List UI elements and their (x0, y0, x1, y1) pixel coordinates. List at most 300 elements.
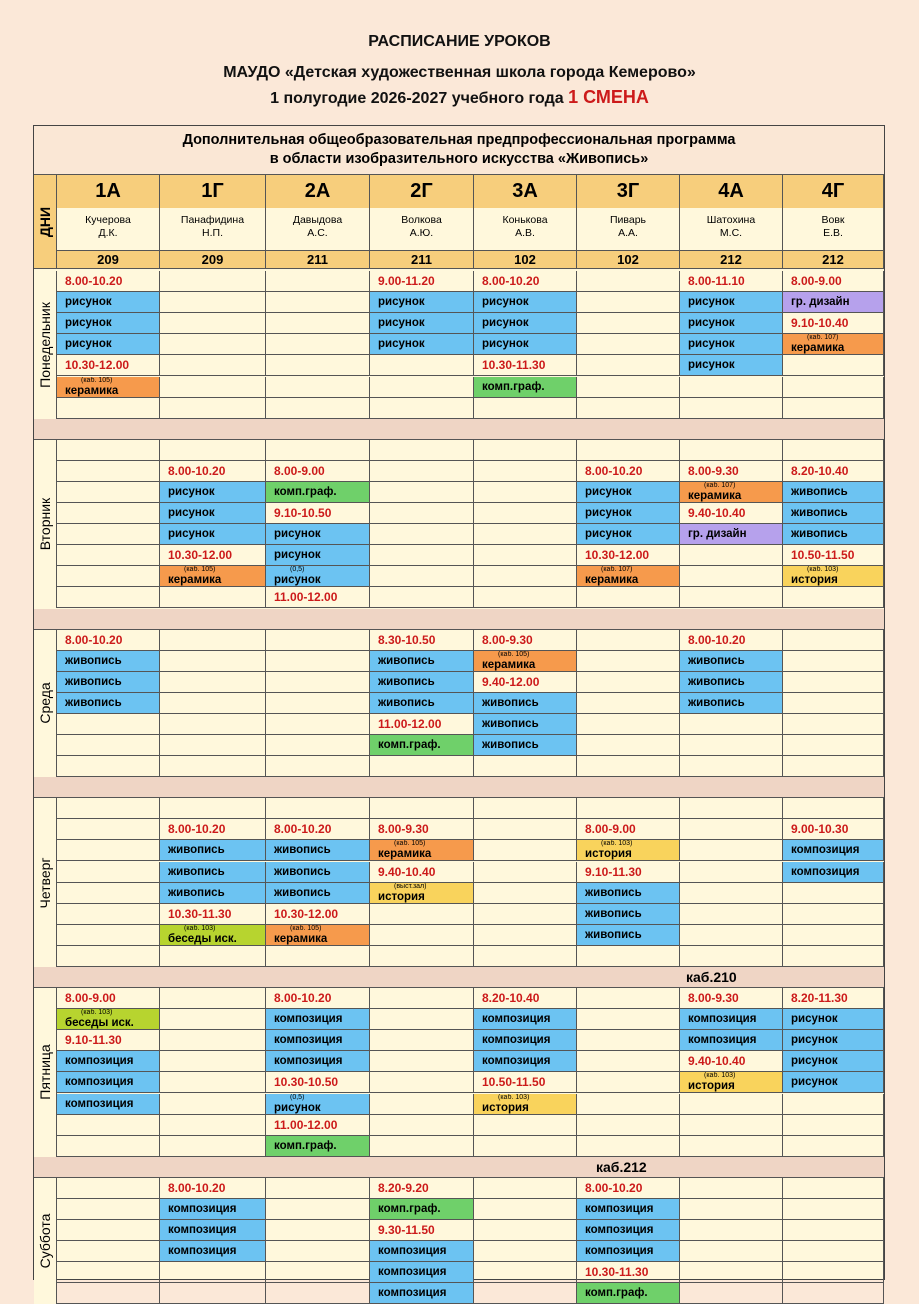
lesson-slot[interactable] (266, 313, 370, 334)
lesson-subject[interactable]: живопись (57, 651, 160, 672)
lesson-subject[interactable]: рисунок (680, 292, 783, 313)
lesson-time[interactable]: 8.20-11.30 (783, 988, 884, 1009)
lesson-subject[interactable]: комп.граф. (370, 1199, 474, 1220)
separator-room-note[interactable]: каб.210 (686, 969, 737, 985)
lesson-time[interactable]: 10.50-11.50 (474, 1072, 577, 1093)
lesson-time[interactable]: 8.30-10.50 (370, 630, 474, 651)
lesson-time[interactable]: 8.00-10.20 (160, 819, 266, 840)
lesson-subject[interactable]: живопись (57, 672, 160, 693)
lesson-subject[interactable]: рисунок (577, 503, 680, 524)
lesson-slot[interactable] (577, 798, 680, 819)
lesson-subject[interactable]: композиция (57, 1051, 160, 1072)
lesson-time[interactable]: 10.30-12.00 (160, 545, 266, 566)
lesson-slot[interactable] (370, 1094, 474, 1115)
lesson-slot[interactable] (783, 1094, 884, 1115)
lesson-slot[interactable] (160, 1072, 266, 1093)
teacher-name[interactable] (783, 208, 884, 250)
lesson-time[interactable]: 8.00-10.20 (266, 819, 370, 840)
day-separator[interactable] (34, 1157, 884, 1178)
lesson-slot[interactable] (370, 1030, 474, 1051)
lesson-subject[interactable]: живопись (266, 883, 370, 904)
lesson-slot[interactable] (370, 1051, 474, 1072)
lesson-slot[interactable] (57, 1241, 160, 1262)
lesson-slot[interactable] (57, 482, 160, 503)
lesson-slot[interactable] (783, 756, 884, 777)
lesson-time[interactable]: 9.00-10.30 (783, 819, 884, 840)
lesson-subject[interactable]: композиция (474, 1009, 577, 1030)
class-name[interactable]: 1А (57, 175, 160, 208)
lesson-slot[interactable] (680, 819, 783, 840)
lesson-slot[interactable] (266, 1262, 370, 1283)
lesson-time[interactable]: 8.00-11.10 (680, 271, 783, 292)
lesson-slot[interactable] (57, 946, 160, 967)
lesson-slot[interactable] (160, 292, 266, 313)
lesson-subject[interactable] (160, 566, 266, 587)
lesson-slot[interactable] (474, 1136, 577, 1157)
class-name[interactable]: 3Г (577, 175, 680, 208)
lesson-slot[interactable] (577, 587, 680, 608)
lesson-slot[interactable] (680, 925, 783, 946)
lesson-time[interactable]: 8.00-10.20 (57, 630, 160, 651)
lesson-subject[interactable]: композиция (370, 1262, 474, 1283)
lesson-slot[interactable] (577, 313, 680, 334)
room-note[interactable]: (каб. 105) (498, 650, 530, 658)
class-name[interactable]: 3А (474, 175, 577, 208)
subject-name[interactable]: история (585, 848, 632, 861)
lesson-subject[interactable]: живопись (783, 482, 884, 503)
lesson-slot[interactable] (680, 398, 783, 419)
lesson-subject[interactable]: композиция (57, 1094, 160, 1115)
lesson-slot[interactable] (577, 377, 680, 398)
lesson-subject[interactable] (57, 377, 160, 398)
lesson-subject[interactable] (474, 651, 577, 672)
lesson-subject[interactable]: живопись (783, 503, 884, 524)
teacher-initials[interactable]: М.С. (719, 227, 743, 239)
lesson-slot[interactable] (783, 735, 884, 756)
subject-name[interactable]: рисунок (274, 1101, 321, 1114)
lesson-time[interactable]: 11.00-12.00 (266, 1115, 370, 1136)
lesson-slot[interactable] (577, 1009, 680, 1030)
lesson-time[interactable]: 8.00-9.00 (783, 271, 884, 292)
lesson-slot[interactable] (783, 672, 884, 693)
lesson-slot[interactable] (160, 587, 266, 608)
lesson-subject[interactable]: рисунок (266, 545, 370, 566)
teacher-surname[interactable]: Кучерова (85, 214, 131, 226)
lesson-slot[interactable] (266, 292, 370, 313)
lesson-slot[interactable] (370, 1072, 474, 1093)
lesson-subject[interactable]: композиция (370, 1241, 474, 1262)
day-label[interactable] (34, 988, 57, 1157)
lesson-time[interactable]: 8.00-10.20 (474, 271, 577, 292)
lesson-time[interactable]: 9.10-10.50 (266, 503, 370, 524)
lesson-slot[interactable] (474, 1283, 577, 1304)
lesson-slot[interactable] (680, 756, 783, 777)
lesson-subject[interactable]: живопись (577, 925, 680, 946)
lesson-slot[interactable] (577, 630, 680, 651)
lesson-slot[interactable] (474, 1199, 577, 1220)
lesson-time[interactable]: 10.30-11.30 (577, 1262, 680, 1283)
lesson-slot[interactable] (57, 545, 160, 566)
lesson-slot[interactable] (57, 1220, 160, 1241)
lesson-slot[interactable] (370, 1136, 474, 1157)
lesson-slot[interactable] (370, 925, 474, 946)
lesson-slot[interactable] (783, 904, 884, 925)
subject-name[interactable]: керамика (791, 342, 845, 355)
room-note[interactable]: (0,5) (290, 566, 305, 574)
lesson-slot[interactable] (474, 398, 577, 419)
lesson-subject[interactable]: живопись (783, 524, 884, 545)
teacher-initials[interactable]: А.В. (515, 227, 535, 239)
lesson-time[interactable]: 10.30-12.00 (57, 355, 160, 376)
lesson-slot[interactable] (680, 735, 783, 756)
lesson-slot[interactable] (474, 461, 577, 482)
lesson-subject[interactable]: рисунок (160, 503, 266, 524)
lesson-time[interactable]: 9.40-10.40 (370, 862, 474, 883)
lesson-slot[interactable] (266, 398, 370, 419)
lesson-subject[interactable] (266, 566, 370, 587)
teacher-name[interactable] (680, 208, 783, 250)
lesson-slot[interactable] (783, 630, 884, 651)
lesson-slot[interactable] (160, 714, 266, 735)
lesson-slot[interactable] (266, 672, 370, 693)
day-separator[interactable] (34, 419, 884, 440)
lesson-slot[interactable] (266, 756, 370, 777)
lesson-slot[interactable] (474, 587, 577, 608)
lesson-slot[interactable] (783, 925, 884, 946)
lesson-slot[interactable] (474, 925, 577, 946)
room-note[interactable]: (каб. 103) (807, 566, 839, 574)
lesson-subject[interactable] (577, 566, 680, 587)
lesson-subject[interactable]: живопись (160, 840, 266, 861)
lesson-slot[interactable] (783, 1115, 884, 1136)
lesson-subject[interactable] (680, 482, 783, 503)
class-name[interactable]: 2Г (370, 175, 474, 208)
lesson-slot[interactable] (474, 946, 577, 967)
lesson-subject[interactable]: живопись (370, 693, 474, 714)
teacher-name[interactable] (57, 208, 160, 250)
lesson-subject[interactable]: живопись (160, 862, 266, 883)
lesson-slot[interactable] (783, 1220, 884, 1241)
lesson-slot[interactable] (160, 1283, 266, 1304)
lesson-subject[interactable]: живопись (266, 862, 370, 883)
lesson-slot[interactable] (57, 1178, 160, 1199)
lesson-slot[interactable] (577, 693, 680, 714)
teacher-initials[interactable]: А.А. (618, 227, 638, 239)
lesson-time[interactable]: 9.10-10.40 (783, 313, 884, 334)
lesson-slot[interactable] (577, 651, 680, 672)
lesson-slot[interactable] (370, 798, 474, 819)
lesson-slot[interactable] (57, 587, 160, 608)
lesson-slot[interactable] (266, 440, 370, 461)
separator-room-note[interactable]: каб.212 (596, 1158, 647, 1175)
room-number[interactable]: 209 (160, 250, 266, 269)
lesson-subject[interactable]: рисунок (160, 524, 266, 545)
lesson-slot[interactable] (474, 1262, 577, 1283)
day-name[interactable]: Вторник (37, 497, 53, 551)
lesson-slot[interactable] (474, 566, 577, 587)
day-label[interactable] (34, 271, 57, 419)
lesson-slot[interactable] (577, 355, 680, 376)
lesson-time[interactable]: 11.00-12.00 (370, 714, 474, 735)
lesson-time[interactable]: 10.30-11.30 (160, 904, 266, 925)
teacher-surname[interactable]: Давыдова (292, 214, 343, 226)
lesson-slot[interactable] (474, 1115, 577, 1136)
lesson-time[interactable]: 8.00-10.20 (57, 271, 160, 292)
lesson-slot[interactable] (680, 946, 783, 967)
lesson-slot[interactable] (680, 440, 783, 461)
lesson-time[interactable]: 8.00-10.20 (680, 630, 783, 651)
lesson-slot[interactable] (57, 461, 160, 482)
teacher-surname[interactable]: Шатохина (706, 214, 756, 226)
lesson-slot[interactable] (160, 798, 266, 819)
lesson-time[interactable]: 9.00-11.20 (370, 271, 474, 292)
lesson-slot[interactable] (160, 756, 266, 777)
lesson-time[interactable]: 8.00-9.30 (474, 630, 577, 651)
class-name[interactable]: 4Г (783, 175, 884, 208)
lesson-slot[interactable] (680, 1220, 783, 1241)
lesson-slot[interactable] (266, 377, 370, 398)
lesson-slot[interactable] (474, 524, 577, 545)
lesson-time[interactable]: 8.20-10.40 (474, 988, 577, 1009)
lesson-slot[interactable] (577, 735, 680, 756)
lesson-slot[interactable] (57, 819, 160, 840)
teacher-surname[interactable]: Конькова (502, 214, 548, 226)
lesson-slot[interactable] (680, 883, 783, 904)
lesson-subject[interactable]: рисунок (474, 313, 577, 334)
teacher-name[interactable] (474, 208, 577, 250)
lesson-slot[interactable] (474, 1220, 577, 1241)
lesson-slot[interactable] (680, 566, 783, 587)
lesson-slot[interactable] (783, 1283, 884, 1304)
lesson-slot[interactable] (370, 503, 474, 524)
lesson-slot[interactable] (474, 883, 577, 904)
lesson-slot[interactable] (160, 630, 266, 651)
lesson-slot[interactable] (474, 503, 577, 524)
lesson-subject[interactable] (266, 1094, 370, 1115)
lesson-slot[interactable] (160, 1009, 266, 1030)
lesson-subject[interactable]: рисунок (474, 292, 577, 313)
room-note[interactable]: (0,5) (290, 1093, 305, 1101)
teacher-initials[interactable]: Н.П. (202, 227, 223, 239)
subject-name[interactable]: керамика (688, 489, 742, 502)
lesson-slot[interactable] (783, 1178, 884, 1199)
lesson-slot[interactable] (370, 946, 474, 967)
lesson-subject[interactable]: композиция (160, 1220, 266, 1241)
room-number[interactable]: 211 (370, 250, 474, 269)
subject-name[interactable]: керамика (482, 658, 536, 671)
lesson-slot[interactable] (160, 1115, 266, 1136)
lesson-subject[interactable]: композиция (680, 1030, 783, 1051)
lesson-subject[interactable]: композиция (266, 1030, 370, 1051)
lesson-slot[interactable] (577, 714, 680, 735)
room-number[interactable]: 102 (474, 250, 577, 269)
lesson-slot[interactable] (160, 1051, 266, 1072)
lesson-subject[interactable] (474, 1094, 577, 1115)
lesson-slot[interactable] (370, 566, 474, 587)
lesson-slot[interactable] (57, 524, 160, 545)
lesson-slot[interactable] (160, 1030, 266, 1051)
day-separator[interactable] (34, 967, 884, 988)
room-number[interactable]: 102 (577, 250, 680, 269)
lesson-subject[interactable] (266, 925, 370, 946)
lesson-time[interactable]: 10.50-11.50 (783, 545, 884, 566)
lesson-slot[interactable] (680, 377, 783, 398)
lesson-subject[interactable]: композиция (680, 1009, 783, 1030)
lesson-time[interactable]: 9.30-11.50 (370, 1220, 474, 1241)
lesson-slot[interactable] (577, 672, 680, 693)
lesson-slot[interactable] (266, 271, 370, 292)
lesson-subject[interactable]: рисунок (577, 482, 680, 503)
room-number[interactable]: 212 (783, 250, 884, 269)
lesson-slot[interactable] (474, 1178, 577, 1199)
teacher-surname[interactable]: Панафидина (180, 214, 245, 226)
lesson-slot[interactable] (783, 651, 884, 672)
lesson-slot[interactable] (266, 735, 370, 756)
lesson-slot[interactable] (57, 1115, 160, 1136)
lesson-subject[interactable]: композиция (577, 1241, 680, 1262)
room-note[interactable]: (каб. 107) (601, 566, 633, 574)
room-note[interactable]: (каб. 103) (704, 1072, 736, 1080)
lesson-subject[interactable]: рисунок (370, 313, 474, 334)
lesson-time[interactable]: 10.30-11.30 (474, 355, 577, 376)
lesson-slot[interactable] (680, 1241, 783, 1262)
lesson-subject[interactable]: комп.граф. (370, 735, 474, 756)
teacher-name[interactable] (266, 208, 370, 250)
lesson-slot[interactable] (160, 271, 266, 292)
lesson-subject[interactable]: гр. дизайн (680, 524, 783, 545)
lesson-subject[interactable]: композиция (370, 1283, 474, 1304)
lesson-slot[interactable] (57, 1262, 160, 1283)
lesson-time[interactable]: 8.20-10.40 (783, 461, 884, 482)
lesson-slot[interactable] (160, 735, 266, 756)
lesson-subject[interactable] (370, 840, 474, 861)
lesson-slot[interactable] (160, 377, 266, 398)
lesson-slot[interactable] (266, 1241, 370, 1262)
lesson-subject[interactable]: композиция (783, 840, 884, 861)
lesson-subject[interactable]: композиция (160, 1241, 266, 1262)
lesson-slot[interactable] (680, 862, 783, 883)
lesson-slot[interactable] (680, 1283, 783, 1304)
lesson-slot[interactable] (474, 440, 577, 461)
teacher-initials[interactable]: А.С. (307, 227, 328, 239)
lesson-slot[interactable] (783, 1241, 884, 1262)
subject-name[interactable]: керамика (585, 574, 639, 587)
lesson-time[interactable]: 8.00-9.30 (680, 988, 783, 1009)
lesson-slot[interactable] (577, 946, 680, 967)
lesson-slot[interactable] (160, 651, 266, 672)
lesson-slot[interactable] (266, 334, 370, 355)
lesson-slot[interactable] (57, 566, 160, 587)
lesson-slot[interactable] (160, 334, 266, 355)
lesson-slot[interactable] (370, 482, 474, 503)
lesson-time[interactable]: 9.40-10.40 (680, 503, 783, 524)
lesson-time[interactable]: 10.30-12.00 (577, 545, 680, 566)
lesson-subject[interactable]: гр. дизайн (783, 292, 884, 313)
lesson-time[interactable]: 8.00-10.20 (160, 461, 266, 482)
day-label[interactable] (34, 630, 57, 778)
lesson-time[interactable]: 8.00-9.00 (577, 819, 680, 840)
lesson-slot[interactable] (783, 1262, 884, 1283)
room-note[interactable]: (выст.зал) (394, 882, 427, 890)
lesson-time[interactable]: 8.00-9.30 (370, 819, 474, 840)
lesson-slot[interactable] (160, 672, 266, 693)
lesson-time[interactable]: 8.00-10.20 (160, 1178, 266, 1199)
lesson-slot[interactable] (680, 798, 783, 819)
lesson-slot[interactable] (474, 798, 577, 819)
lesson-slot[interactable] (57, 798, 160, 819)
lesson-subject[interactable]: живопись (680, 651, 783, 672)
room-note[interactable]: (каб. 103) (184, 924, 216, 932)
lesson-slot[interactable] (474, 862, 577, 883)
lesson-slot[interactable] (783, 883, 884, 904)
lesson-slot[interactable] (370, 1115, 474, 1136)
room-note[interactable]: (каб. 105) (290, 924, 322, 932)
lesson-slot[interactable] (783, 355, 884, 376)
lesson-subject[interactable]: композиция (266, 1051, 370, 1072)
lesson-subject[interactable]: живопись (680, 672, 783, 693)
subject-name[interactable]: история (378, 890, 425, 903)
lesson-slot[interactable] (57, 440, 160, 461)
lesson-slot[interactable] (266, 714, 370, 735)
lesson-subject[interactable]: рисунок (57, 292, 160, 313)
lesson-slot[interactable] (160, 946, 266, 967)
lesson-slot[interactable] (160, 988, 266, 1009)
class-name[interactable]: 2А (266, 175, 370, 208)
lesson-slot[interactable] (783, 398, 884, 419)
lesson-slot[interactable] (577, 1115, 680, 1136)
lesson-slot[interactable] (783, 693, 884, 714)
lesson-slot[interactable] (266, 1199, 370, 1220)
lesson-slot[interactable] (577, 398, 680, 419)
lesson-time[interactable]: 8.20-9.20 (370, 1178, 474, 1199)
room-number[interactable]: 211 (266, 250, 370, 269)
room-note[interactable]: (каб. 105) (394, 840, 426, 848)
lesson-slot[interactable] (57, 883, 160, 904)
lesson-time[interactable]: 9.10-11.30 (57, 1030, 160, 1051)
lesson-slot[interactable] (266, 1178, 370, 1199)
lesson-subject[interactable]: рисунок (680, 313, 783, 334)
lesson-subject[interactable]: рисунок (680, 355, 783, 376)
lesson-subject[interactable] (783, 566, 884, 587)
lesson-subject[interactable]: композиция (160, 1199, 266, 1220)
teacher-initials[interactable]: А.Ю. (409, 227, 434, 239)
lesson-subject[interactable] (680, 1072, 783, 1093)
lesson-subject[interactable]: рисунок (474, 334, 577, 355)
lesson-slot[interactable] (57, 1283, 160, 1304)
lesson-slot[interactable] (370, 377, 474, 398)
day-label[interactable] (34, 798, 57, 967)
lesson-slot[interactable] (266, 1220, 370, 1241)
lesson-subject[interactable]: композиция (783, 862, 884, 883)
lesson-slot[interactable] (474, 840, 577, 861)
lesson-subject[interactable]: композиция (266, 1009, 370, 1030)
lesson-subject[interactable]: рисунок (266, 524, 370, 545)
lesson-slot[interactable] (680, 1199, 783, 1220)
subject-name[interactable]: керамика (378, 848, 432, 861)
lesson-slot[interactable] (370, 904, 474, 925)
day-label[interactable] (34, 1178, 57, 1304)
lesson-slot[interactable] (680, 1115, 783, 1136)
subject-name[interactable]: история (791, 574, 838, 587)
lesson-slot[interactable] (266, 798, 370, 819)
lesson-slot[interactable] (57, 503, 160, 524)
lesson-slot[interactable] (370, 355, 474, 376)
lesson-slot[interactable] (577, 988, 680, 1009)
lesson-subject[interactable]: композиция (474, 1051, 577, 1072)
lesson-slot[interactable] (680, 840, 783, 861)
lesson-slot[interactable] (577, 271, 680, 292)
room-note[interactable]: (каб. 105) (81, 376, 113, 384)
